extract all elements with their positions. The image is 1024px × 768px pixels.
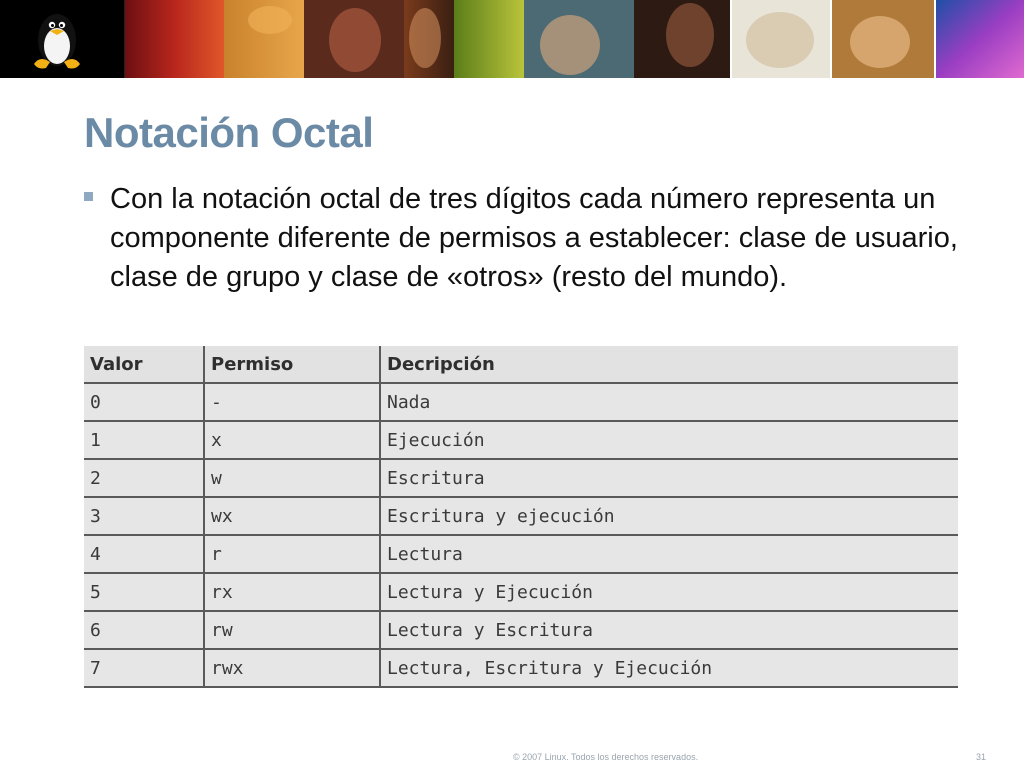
cell-valor: 7 bbox=[84, 649, 204, 687]
cell-descripcion: Escritura y ejecución bbox=[380, 497, 958, 535]
table-header-row bbox=[84, 346, 958, 383]
cell-permiso: wx bbox=[204, 497, 380, 535]
header-photo-strip bbox=[0, 0, 1024, 78]
table-row bbox=[84, 383, 958, 421]
bullet-text: Con la notación octal de tres dígitos cada número representa un componente diferente de permisos a establecer: clase de usuario, clase de grupo y clase de «otros» (resto del mundo). bbox=[110, 183, 958, 293]
tux-penguin-icon bbox=[0, 0, 124, 78]
bullet-item bbox=[84, 180, 964, 297]
cell-valor: 3 bbox=[84, 497, 204, 535]
cell-valor: 4 bbox=[84, 535, 204, 573]
cell-valor: 6 bbox=[84, 611, 204, 649]
cell-valor: 2 bbox=[84, 459, 204, 497]
cell-valor: 0 bbox=[84, 383, 204, 421]
footer-page-number: 31 bbox=[976, 752, 987, 762]
cell-permiso: rw bbox=[204, 611, 380, 649]
cell-permiso: - bbox=[204, 383, 380, 421]
cell-permiso: w bbox=[204, 459, 380, 497]
cell-permiso: r bbox=[204, 535, 380, 573]
cell-descripcion: Nada bbox=[380, 383, 958, 421]
cell-descripcion: Escritura bbox=[380, 459, 958, 497]
cell-descripcion: Lectura bbox=[380, 535, 958, 573]
cell-permiso: rx bbox=[204, 573, 380, 611]
table-row bbox=[84, 459, 958, 497]
column-header-descripcion: Decripción bbox=[380, 346, 958, 383]
cell-descripcion: Lectura y Ejecución bbox=[380, 573, 958, 611]
cell-permiso: x bbox=[204, 421, 380, 459]
header-photo-strip-image bbox=[0, 0, 1024, 78]
column-header-valor: Valor bbox=[84, 346, 204, 383]
cell-descripcion: Ejecución bbox=[380, 421, 958, 459]
cell-descripcion: Lectura, Escritura y Ejecución bbox=[380, 649, 958, 687]
footer-copyright: © 2007 Linux. Todos los derechos reservados. bbox=[513, 752, 699, 762]
cell-permiso: rwx bbox=[204, 649, 380, 687]
column-header-permiso: Permiso bbox=[204, 346, 380, 383]
cell-valor: 1 bbox=[84, 421, 204, 459]
permissions-table bbox=[84, 346, 958, 688]
table-row bbox=[84, 649, 958, 687]
table-row bbox=[84, 421, 958, 459]
table-row bbox=[84, 573, 958, 611]
cell-valor: 5 bbox=[84, 573, 204, 611]
table-row bbox=[84, 535, 958, 573]
bullet-square-icon bbox=[84, 192, 93, 201]
slide-title: Notación Octal bbox=[84, 109, 374, 156]
table-row bbox=[84, 611, 958, 649]
cell-descripcion: Lectura y Escritura bbox=[380, 611, 958, 649]
table-row bbox=[84, 497, 958, 535]
